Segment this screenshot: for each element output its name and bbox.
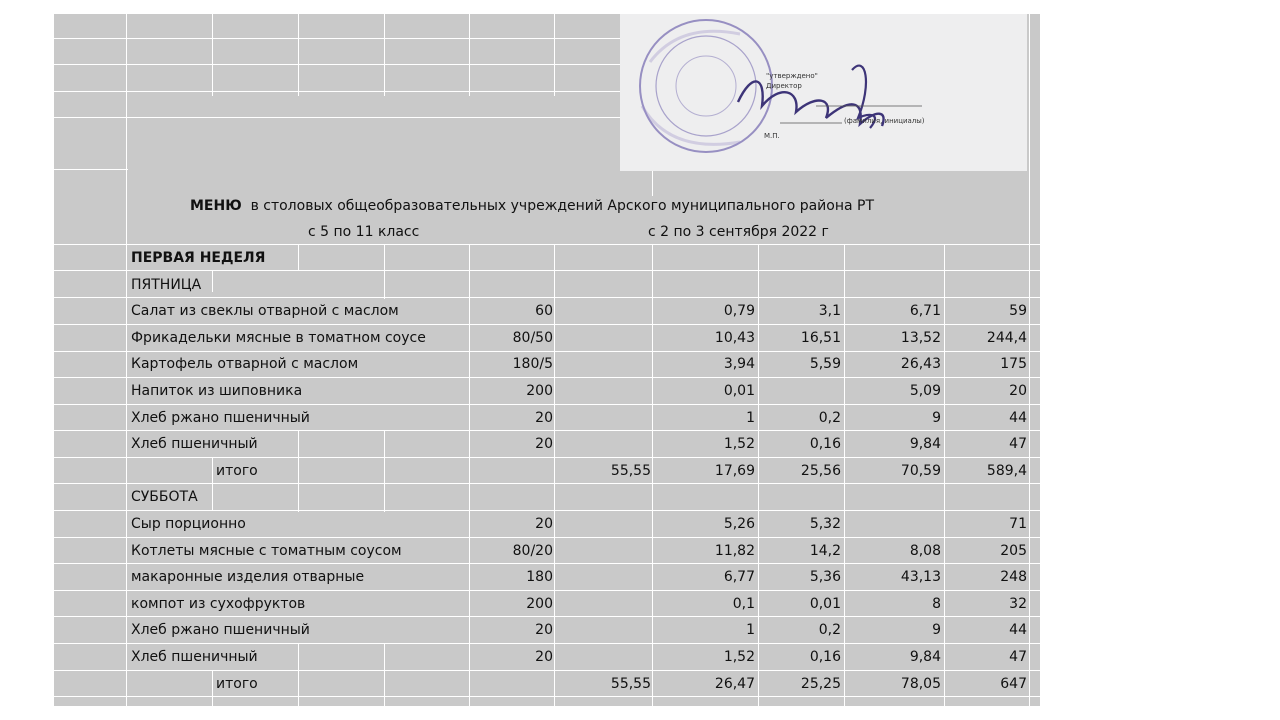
gridline [54,616,1040,617]
dish-name: Котлеты мясные с томатным соусом [131,542,402,559]
cell-c: 5,09 [909,382,941,399]
cell-weight: 180 [526,569,553,586]
cell-f: 0,16 [809,436,841,453]
gridline [652,244,653,706]
cell-p: 0,01 [723,382,755,399]
cell-weight: 20 [535,648,553,665]
total-f: 25,25 [800,675,841,692]
cell-f: 0,2 [818,622,841,639]
cell-c: 9,84 [909,648,941,665]
total-p: 17,69 [714,462,755,479]
cell-kcal: 248 [1000,569,1027,586]
gridline [54,117,620,118]
cell-kcal: 20 [1009,382,1027,399]
cell-weight: 20 [535,409,553,426]
cell-f: 0,2 [818,409,841,426]
gridline [54,670,1040,671]
cell-c: 9 [932,409,941,426]
gridline [54,510,1040,511]
gridline [54,563,1040,564]
gridline [469,14,470,96]
cell-f: 16,51 [800,329,841,346]
cell-p: 0,1 [732,595,755,612]
gridline [54,64,620,65]
day-name: СУББОТА [131,489,198,506]
gridline [1029,14,1030,706]
cell-kcal: 32 [1009,595,1027,612]
gridline [54,297,1040,298]
dish-name: Хлеб пшеничный [131,648,258,665]
cell-c: 8 [932,595,941,612]
day-name: ПЯТНИЦА [131,276,202,293]
dish-name: Картофель отварной с маслом [131,356,359,373]
cell-p: 1,52 [723,648,755,665]
dish-name: Хлеб ржано пшеничный [131,622,310,639]
gridline [54,91,620,92]
dish-name: компот из сухофруктов [131,595,306,612]
total-p: 26,47 [714,675,755,692]
spreadsheet-area [54,14,1040,706]
stamp-seal-icon [620,14,1027,171]
cell-weight: 80/20 [512,542,553,559]
cell-c: 6,71 [909,303,941,320]
cell-weight: 200 [526,382,553,399]
gridline [54,404,1040,405]
seal-place-text: М.П. [764,132,780,140]
cell-c: 26,43 [900,356,941,373]
gridline [469,244,470,706]
cell-kcal: 244,4 [986,329,1027,346]
cell-c: 9,84 [909,436,941,453]
gridline [54,351,1040,352]
gridline [554,244,555,706]
gridline [212,670,213,706]
gridline [212,14,213,96]
cell-kcal: 59 [1009,303,1027,320]
gridline [54,696,1040,697]
gridline [384,430,385,512]
cell-p: 5,26 [723,515,755,532]
cell-p: 3,94 [723,356,755,373]
menu-title-bold: МЕНЮ [190,198,242,214]
gridline [54,430,1040,431]
total-label: итого [216,462,258,479]
dish-name: макаронные изделия отварные [131,569,365,586]
dish-name: Сыр порционно [131,515,246,532]
menu-title [190,197,874,215]
cell-c: 9 [932,622,941,639]
gridline [54,590,1040,591]
total-label: итого [216,675,258,692]
gridline [652,171,653,196]
cell-weight: 200 [526,595,553,612]
director-text: Директор [766,82,802,90]
week-label: ПЕРВАЯ НЕДЕЛЯ [131,250,266,266]
gridline [944,244,945,706]
gridline [384,244,385,299]
cell-f: 3,1 [818,303,841,320]
dish-name: Фрикадельки мясные в томатном соусе [131,329,426,346]
cell-c: 8,08 [909,542,941,559]
approved-text: "утверждено" [766,72,818,80]
total-price: 55,55 [610,675,651,692]
cell-weight: 20 [535,622,553,639]
cell-c: 13,52 [900,329,941,346]
total-c: 70,59 [900,462,941,479]
approval-stamp [620,14,1027,171]
cell-kcal: 175 [1000,356,1027,373]
total-kcal: 589,4 [986,462,1027,479]
signature-hint: (фамилия, инициалы) [844,117,925,125]
cell-p: 1 [746,622,755,639]
cell-kcal: 47 [1009,436,1027,453]
cell-kcal: 44 [1009,622,1027,639]
gridline [54,38,620,39]
dish-name: Хлеб пшеничный [131,436,258,453]
cell-f: 5,32 [809,515,841,532]
cell-p: 1 [746,409,755,426]
cell-f: 14,2 [809,542,841,559]
total-c: 78,05 [900,675,941,692]
gridline [844,244,845,706]
cell-p: 10,43 [714,329,755,346]
cell-weight: 60 [535,303,553,320]
total-price: 55,55 [610,462,651,479]
gridline [54,169,128,170]
dates-text: с 2 по 3 сентября 2022 г [648,224,829,240]
gridline [554,14,555,96]
gridline [298,14,299,96]
gridline [54,377,1040,378]
cell-weight: 80/50 [512,329,553,346]
cell-weight: 20 [535,515,553,532]
gridline [298,244,299,270]
cell-f: 0,16 [809,648,841,665]
cell-kcal: 47 [1009,648,1027,665]
gridline [298,430,299,512]
cell-p: 1,52 [723,436,755,453]
menu-title-rest: в столовых общеобразовательных учреждений Арского муниципального района РТ [250,198,875,214]
gridline [212,484,213,510]
dish-name: Хлеб ржано пшеничный [131,409,310,426]
gridline [54,270,1040,271]
gridline [54,324,1040,325]
gridline [54,244,1040,245]
cell-weight: 20 [535,436,553,453]
cell-p: 6,77 [723,569,755,586]
cell-weight: 180/5 [512,356,553,373]
gridline [212,270,213,292]
gridline [54,537,1040,538]
cell-c: 43,13 [900,569,941,586]
gridline [54,643,1040,644]
cell-f: 5,59 [809,356,841,373]
gridline [212,458,213,484]
cell-kcal: 71 [1009,515,1027,532]
grades-text: с 5 по 11 класс [308,224,420,240]
cell-f: 5,36 [809,569,841,586]
gridline [54,457,1040,458]
total-f: 25,56 [800,462,841,479]
cell-p: 0,79 [723,303,755,320]
dish-name: Салат из свеклы отварной с маслом [131,303,399,320]
gridline [758,244,759,706]
cell-f: 0,01 [809,595,841,612]
cell-p: 11,82 [714,542,755,559]
gridline [384,14,385,96]
gridline [54,483,1040,484]
dish-name: Напиток из шиповника [131,382,303,399]
total-kcal: 647 [1000,675,1027,692]
cell-kcal: 44 [1009,409,1027,426]
cell-kcal: 205 [1000,542,1027,559]
